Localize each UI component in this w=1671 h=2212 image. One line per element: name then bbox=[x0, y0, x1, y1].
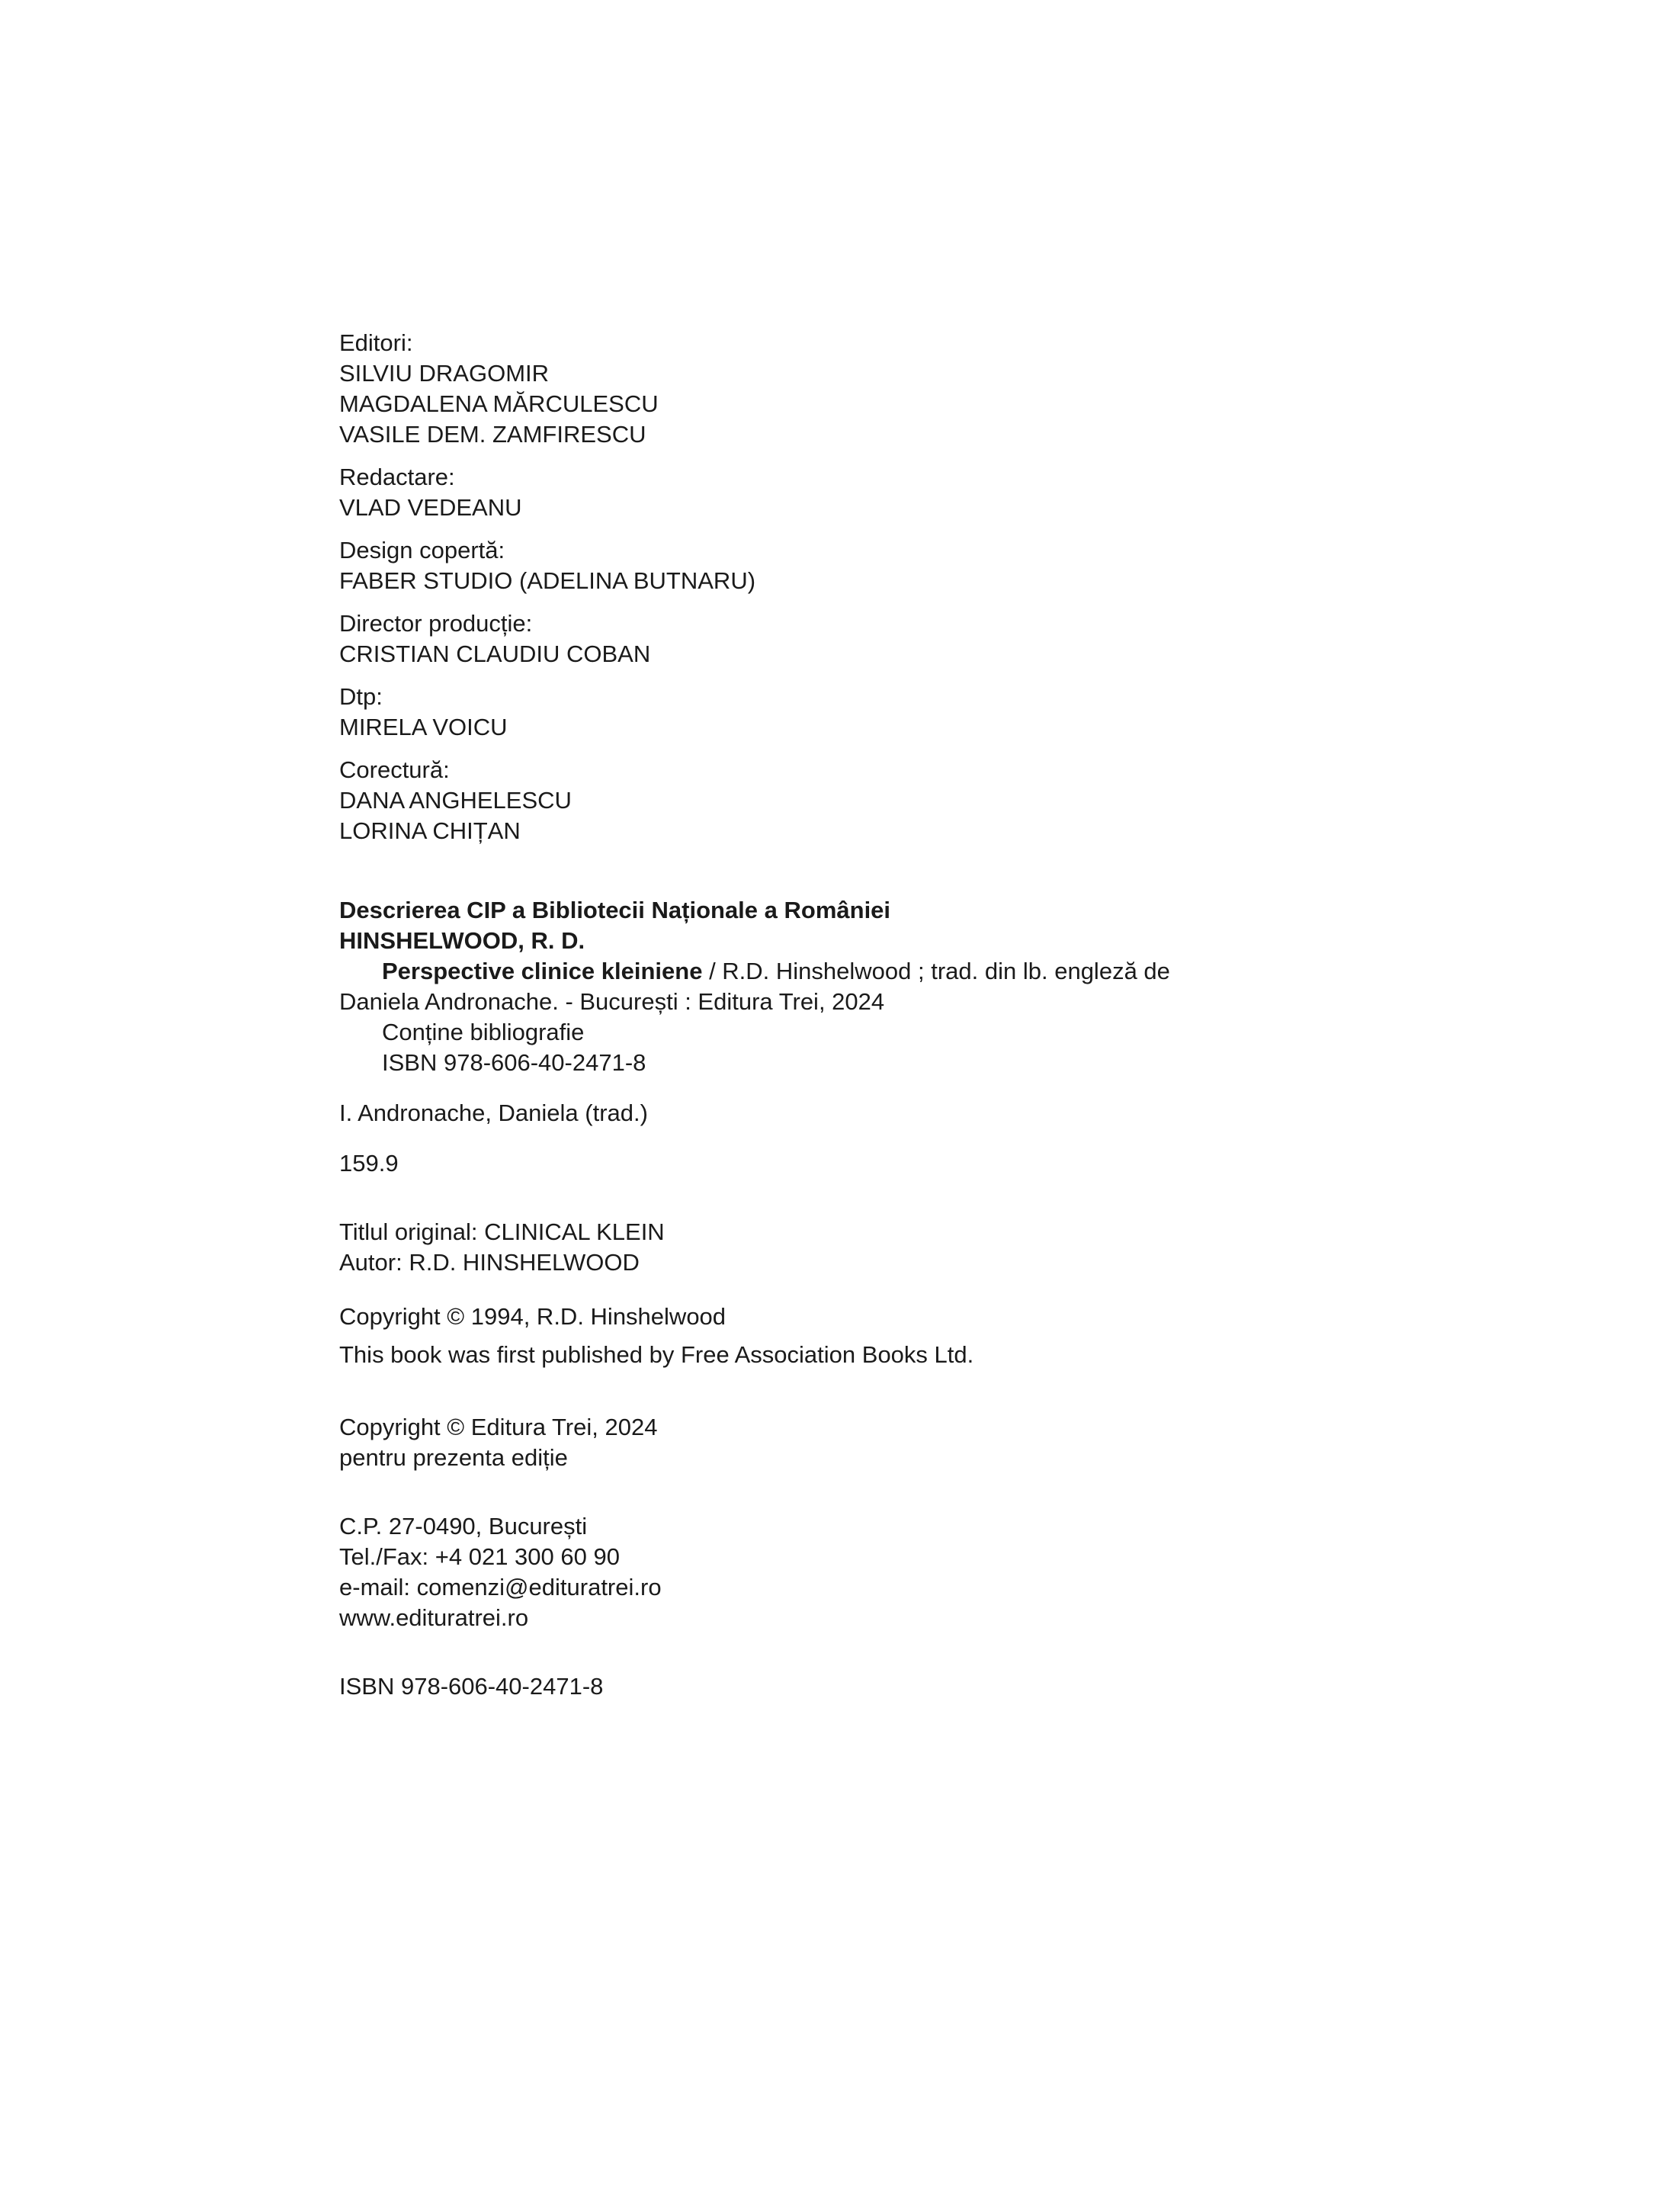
cip-continuation: Daniela Andronache. - București : Editura Trei, 2024 bbox=[339, 988, 885, 1015]
copyright-original-line: Copyright © 1994, R.D. Hinshelwood bbox=[339, 1303, 726, 1330]
credit-label: Dtp: bbox=[339, 683, 383, 710]
credits-production-director bbox=[339, 608, 1559, 669]
credit-name: MIRELA VOICU bbox=[339, 714, 508, 740]
original-author: Autor: R.D. HINSHELWOOD bbox=[339, 1249, 640, 1276]
credit-label: Redactare: bbox=[339, 464, 455, 490]
credit-name: DANA ANGHELESCU bbox=[339, 787, 572, 814]
first-published-line: This book was first published by Free Association Books Ltd. bbox=[339, 1341, 974, 1368]
credit-name: LORINA CHIȚAN bbox=[339, 817, 521, 844]
cip-translator: I. Andronache, Daniela (trad.) bbox=[339, 1100, 648, 1126]
cip-author: HINSHELWOOD, R. D. bbox=[339, 927, 585, 954]
credits-cover-design bbox=[339, 535, 1559, 596]
credit-label: Design copertă: bbox=[339, 537, 505, 563]
credits-dtp bbox=[339, 682, 1559, 743]
copyright-original bbox=[339, 1298, 1559, 1374]
cip-title-rest: / R.D. Hinshelwood ; trad. din lb. engleză de bbox=[702, 958, 1170, 984]
cip-title-line bbox=[339, 956, 1559, 987]
credit-label: Corectură: bbox=[339, 756, 450, 783]
credit-name: VLAD VEDEANU bbox=[339, 494, 522, 521]
credits-editing bbox=[339, 462, 1559, 523]
copyright-edition bbox=[339, 1412, 1559, 1473]
cip-classification: 159.9 bbox=[339, 1150, 399, 1177]
isbn-footer-block bbox=[339, 1671, 1559, 1702]
original-title: Titlul original: CLINICAL KLEIN bbox=[339, 1218, 665, 1245]
copyright-page bbox=[339, 328, 1559, 1702]
contact-website: www.edituratrei.ro bbox=[339, 1604, 529, 1631]
credit-name: CRISTIAN CLAUDIU COBAN bbox=[339, 640, 651, 667]
contact-phone: Tel./Fax: +4 021 300 60 90 bbox=[339, 1543, 620, 1570]
cip-title: Perspective clinice kleiniene bbox=[382, 958, 703, 984]
copyright-edition-line: Copyright © Editura Trei, 2024 bbox=[339, 1414, 658, 1440]
isbn-footer: ISBN 978-606-40-2471-8 bbox=[339, 1673, 604, 1700]
credit-name: VASILE DEM. ZAMFIRESCU bbox=[339, 421, 646, 448]
credit-name: MAGDALENA MĂRCULESCU bbox=[339, 390, 659, 417]
contact-address: C.P. 27-0490, București bbox=[339, 1513, 588, 1539]
original-info bbox=[339, 1217, 1559, 1278]
credit-name: FABER STUDIO (ADELINA BUTNARU) bbox=[339, 567, 756, 594]
publisher-contact bbox=[339, 1511, 1559, 1633]
credit-name: SILVIU DRAGOMIR bbox=[339, 360, 550, 387]
copyright-edition-note: pentru prezenta ediție bbox=[339, 1444, 568, 1471]
cip-note: Conține bibliografie bbox=[382, 1019, 585, 1045]
cip-heading: Descrierea CIP a Bibliotecii Naționale a României bbox=[339, 897, 891, 923]
credit-label: Editori: bbox=[339, 329, 413, 356]
credits-editors bbox=[339, 328, 1559, 450]
cip-block bbox=[339, 895, 1559, 1179]
contact-email: e-mail: comenzi@edituratrei.ro bbox=[339, 1574, 662, 1600]
credit-label: Director producție: bbox=[339, 610, 533, 637]
cip-isbn: ISBN 978-606-40-2471-8 bbox=[382, 1049, 646, 1076]
credits-proofreading bbox=[339, 755, 1559, 846]
